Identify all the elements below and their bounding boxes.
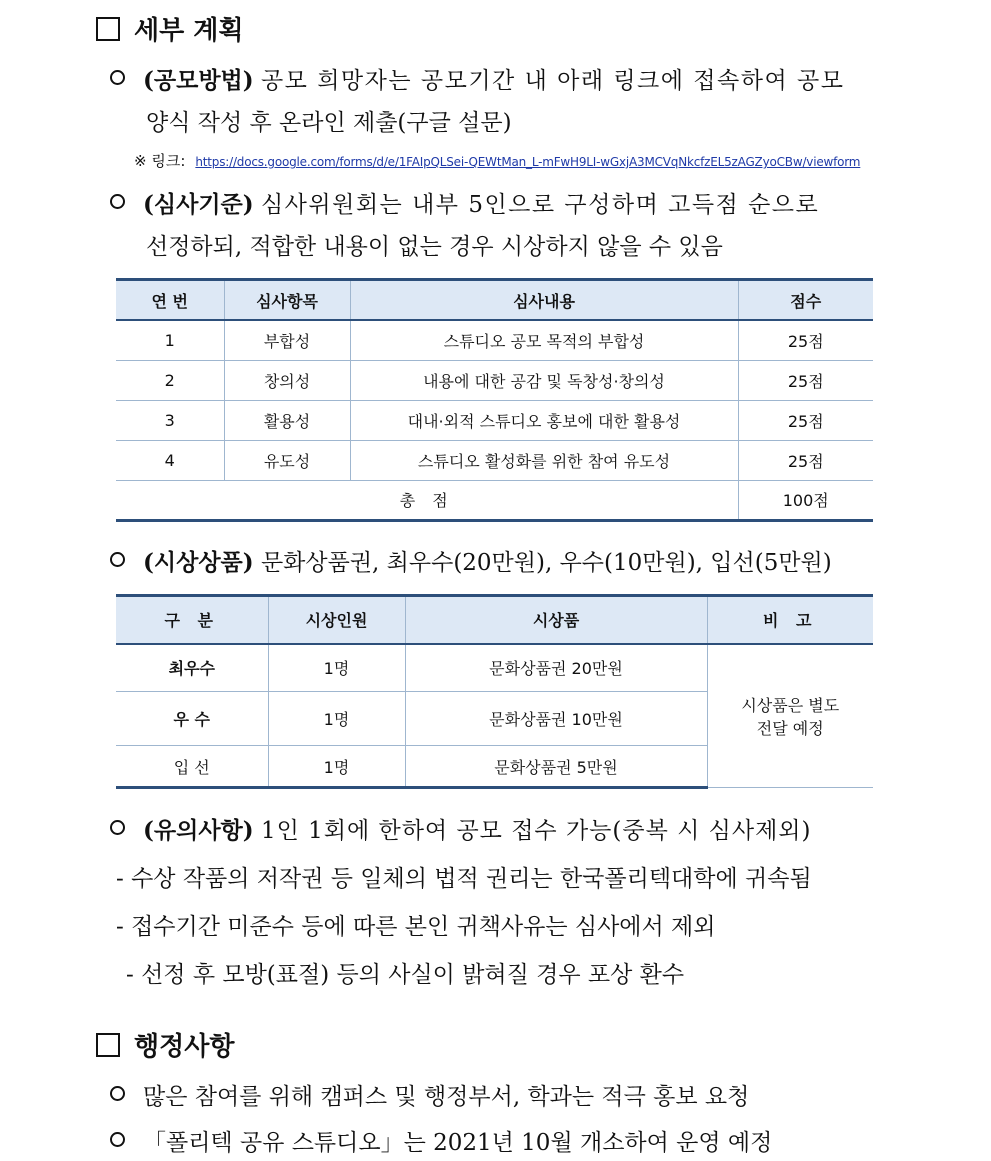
link-prefix: ※ 링크:	[134, 152, 186, 170]
table-row	[116, 320, 873, 360]
section-heading-admin	[96, 1026, 234, 1063]
admin-bullet	[110, 1124, 772, 1157]
admin-bullet	[110, 1078, 749, 1111]
caution-item: - 선정 후 모방(표절) 등의 사실이 밝혀질 경우 포상 환수	[126, 962, 685, 988]
cell: 내용에 대한 공감 및 독창성·창의성	[350, 360, 738, 400]
table-row	[116, 644, 873, 692]
cell: 25점	[738, 400, 873, 440]
section-title: 행정사항	[134, 1032, 235, 1062]
caution-text: 1인 1회에 한하여 공모 접수 가능(중복 시 심사제외)	[260, 818, 812, 844]
checkbox-square-icon	[96, 1033, 120, 1057]
cell: 문화상품권 10만원	[405, 692, 707, 746]
cell: 창의성	[224, 360, 350, 400]
cell: 스튜디오 활성화를 위한 참여 유도성	[350, 440, 738, 480]
table-header-row	[116, 596, 873, 644]
prizes-text: 문화상품권, 최우수(20만원), 우수(10만원), 입선(5만원)	[260, 550, 832, 576]
criteria-table	[116, 278, 873, 522]
method-line1: 공모 희망자는 공모기간 내 아래 링크에 접속하여 공모	[260, 68, 845, 94]
prize-table	[116, 594, 873, 789]
cell: 3	[116, 400, 224, 440]
circle-bullet-icon	[110, 70, 125, 85]
method-line2: 양식 작성 후 온라인 제출(구글 설문)	[146, 110, 512, 136]
total-label: 총 점	[116, 480, 738, 520]
cell: 25점	[738, 320, 873, 360]
prize-note-line2: 전달 예정	[756, 718, 824, 738]
header-cell: 구 분	[116, 596, 268, 644]
circle-bullet-icon	[110, 820, 125, 835]
prize-note-cell	[707, 644, 873, 788]
circle-bullet-icon	[110, 1132, 125, 1147]
caution-label: (유의사항)	[143, 817, 254, 844]
cell: 1	[116, 320, 224, 360]
method-bullet	[110, 62, 896, 95]
header-cell: 비 고	[707, 596, 873, 644]
cell: 활용성	[224, 400, 350, 440]
circle-bullet-icon	[110, 1086, 125, 1101]
cell: 부합성	[224, 320, 350, 360]
header-cell: 점수	[738, 280, 873, 321]
cell: 우 수	[116, 692, 268, 746]
cell: 유도성	[224, 440, 350, 480]
cell: 4	[116, 440, 224, 480]
section-heading-plan	[96, 10, 244, 47]
checkbox-square-icon	[96, 17, 120, 41]
cell: 최우수	[116, 644, 268, 692]
table-total-row	[116, 480, 873, 520]
header-cell: 시상품	[405, 596, 707, 644]
circle-bullet-icon	[110, 194, 125, 209]
prize-note-line1: 시상품은 별도	[741, 695, 840, 715]
cell: 대내·외적 스튜디오 홍보에 대한 활용성	[350, 400, 738, 440]
prizes-bullet	[110, 544, 832, 577]
caution-item: - 수상 작품의 저작권 등 일체의 법적 권리는 한국폴리텍대학에 귀속됨	[116, 866, 812, 892]
header-cell: 연 번	[116, 280, 224, 321]
criteria-line1: 심사위원회는 내부 5인으로 구성하며 고득점 순으로	[260, 192, 820, 218]
header-cell: 심사내용	[350, 280, 738, 321]
cell: 문화상품권 5만원	[405, 746, 707, 788]
cell: 문화상품권 20만원	[405, 644, 707, 692]
link-note	[134, 150, 860, 171]
cell: 25점	[738, 360, 873, 400]
table-row	[116, 360, 873, 400]
table-header-row	[116, 280, 873, 321]
total-value: 100점	[738, 480, 873, 520]
cell: 25점	[738, 440, 873, 480]
circle-bullet-icon	[110, 552, 125, 567]
criteria-label: (심사기준)	[143, 191, 254, 218]
cell: 스튜디오 공모 목적의 부합성	[350, 320, 738, 360]
header-cell: 시상인원	[268, 596, 405, 644]
cell: 1명	[268, 692, 405, 746]
caution-bullet	[110, 812, 812, 845]
header-cell: 심사항목	[224, 280, 350, 321]
prizes-label: (시상상품)	[143, 549, 254, 576]
admin-text: 많은 참여를 위해 캠퍼스 및 행정부서, 학과는 적극 홍보 요청	[143, 1084, 750, 1110]
section-title: 세부 계획	[134, 16, 244, 46]
cell: 1명	[268, 644, 405, 692]
cell: 2	[116, 360, 224, 400]
criteria-bullet	[110, 186, 819, 219]
method-label: (공모방법)	[143, 67, 254, 94]
cell: 입 선	[116, 746, 268, 788]
admin-text: 「폴리텍 공유 스튜디오」는 2021년 10월 개소하여 운영 예정	[143, 1130, 773, 1156]
table-row	[116, 400, 873, 440]
caution-item: - 접수기간 미준수 등에 따른 본인 귀책사유는 심사에서 제외	[116, 914, 716, 940]
google-form-link[interactable]: https://docs.google.com/forms/d/e/1FAIpQLSei-QEWtMan_L-mFwH9LI-wGxjA3MCVqNkcfzEL5zAGZyoCBw/viewform	[195, 155, 861, 169]
table-row	[116, 440, 873, 480]
criteria-line2: 선정하되, 적합한 내용이 없는 경우 시상하지 않을 수 있음	[146, 234, 723, 260]
cell: 1명	[268, 746, 405, 788]
